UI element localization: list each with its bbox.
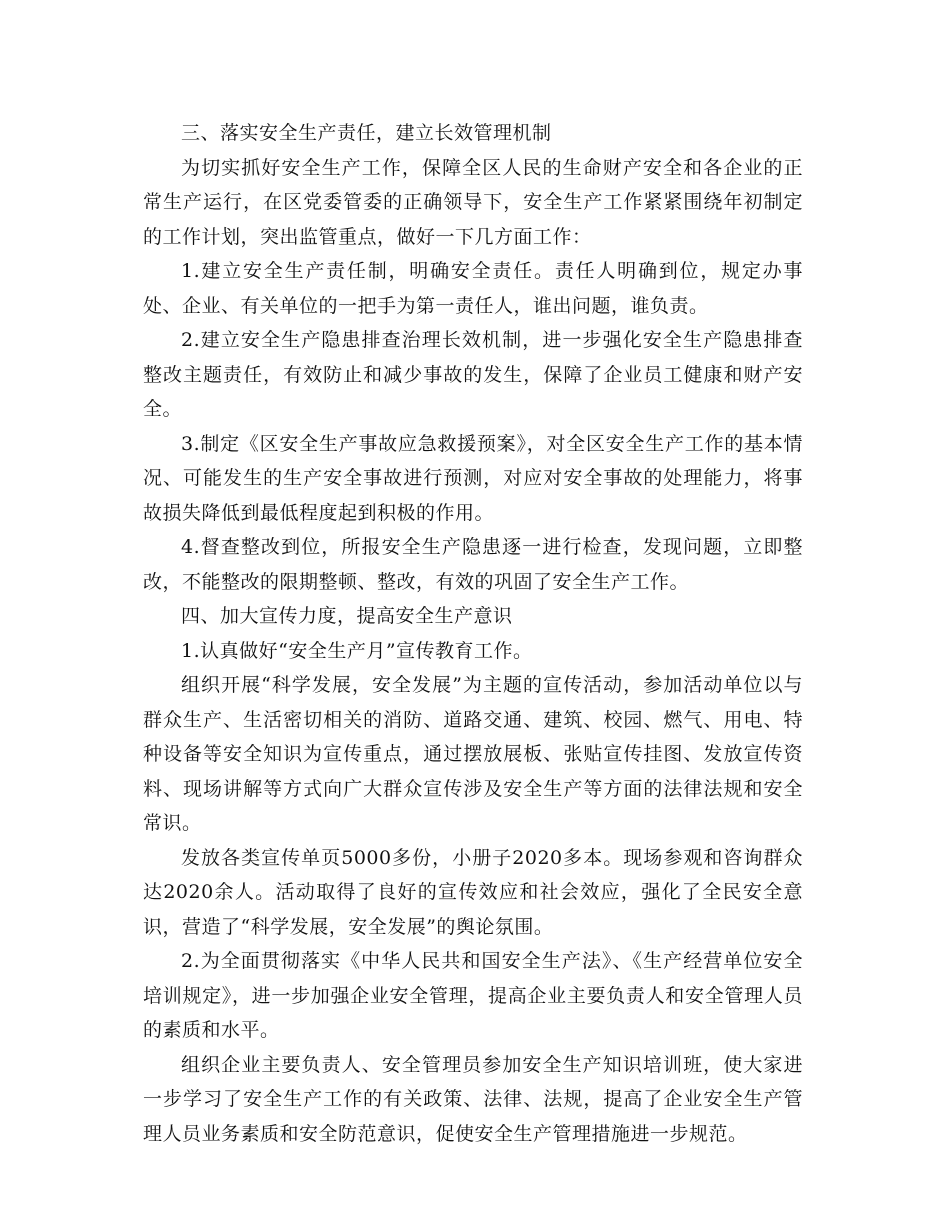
list-item-1: 1.建立安全生产责任制，明确安全责任。责任人明确到位，规定办事处、企业、有关单位的一把手为第一责任人，谁出问题，谁负责。 xyxy=(143,260,803,317)
section-heading-3: 三、落实安全生产责任，建立长效管理机制 xyxy=(181,122,552,144)
list-item-3: 3.制定《区安全生产事故应急救援预案》，对全区安全生产工作的基本情况、可能发生的生产安全事故进行预测，对应对安全事故的处理能力，将事故损失降低到最低程度起到积极的作用。 xyxy=(143,432,803,524)
paragraph-results: 发放各类宣传单页5000多份，小册子2020多本。现场参观和咨询群众达2020余人。活动取得了良好的宣传效应和社会效应，强化了全民安全意识，营造了“科学发展，安全发展”的舆论氛围。 xyxy=(143,846,803,938)
paragraph-training: 组织企业主要负责人、安全管理员参加安全生产知识培训班，使大家进一步学习了安全生产工作的有关政策、法律、法规，提高了企业安全生产管理人员业务素质和安全防范意识，促使安全生产管理措施进一步规范。 xyxy=(143,1053,803,1145)
document-body xyxy=(143,116,803,1151)
subheading-safety-month: 1.认真做好“安全生产月”宣传教育工作。 xyxy=(181,639,533,662)
paragraph-intro: 为切实抓好安全生产工作，保障全区人民的生命财产安全和各企业的正常生产运行，在区党委管委的正确领导下，安全生产工作紧紧围绕年初制定的工作计划，突出监管重点，做好一下几方面工作： xyxy=(143,156,803,248)
list-item-2: 2.建立安全生产隐患排查治理长效机制，进一步强化安全生产隐患排查整改主题责任，有效防止和减少事故的发生，保障了企业员工健康和财产安全。 xyxy=(143,329,803,420)
list-item-4: 4.督查整改到位，所报安全生产隐患逐一进行检查，发现问题，立即整改，不能整改的限期整顿、整改，有效的巩固了安全生产工作。 xyxy=(143,536,803,593)
subheading-training: 2.为全面贯彻落实《中华人民共和国安全生产法》、《生产经营单位安全培训规定》，进一步加强企业安全管理，提高企业主要负责人和安全管理人员的素质和水平。 xyxy=(143,950,803,1041)
paragraph-campaign: 组织开展“科学发展，安全发展”为主题的宣传活动，参加活动单位以与群众生产、生活密切相关的消防、道路交通、建筑、校园、燃气、用电、特种设备等安全知识为宣传重点，通过摆放展板、张贴宣传挂图、发放宣传资料、现场讲解等方式向广大群众宣传涉及安全生产等方面的法律法规和安全常识。 xyxy=(143,674,803,834)
section-heading-4: 四、加大宣传力度，提高安全生产意识 xyxy=(181,605,513,627)
